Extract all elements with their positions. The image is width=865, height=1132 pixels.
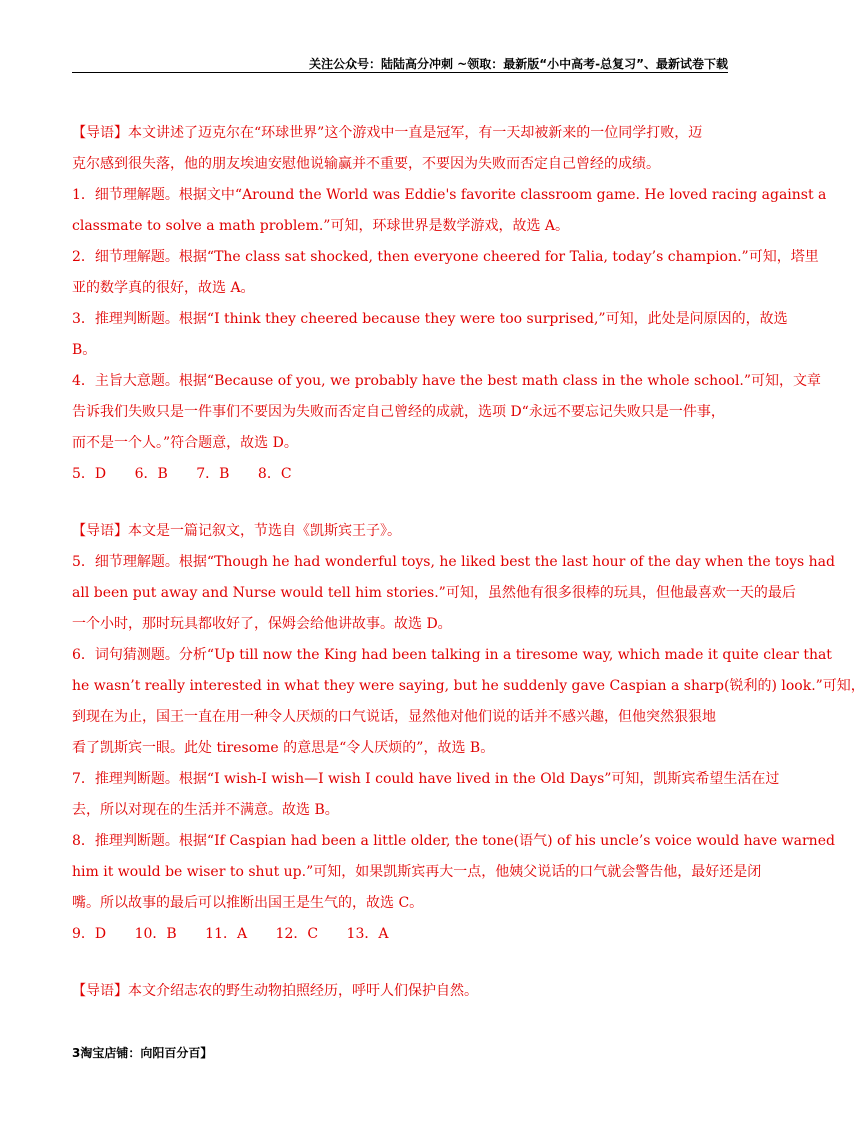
- text-line: 8．推理判断题。根据“If Caspian had been a little older, the tone(语气) of his uncle’s voice would have warned: [72, 833, 835, 849]
- section-gap: [72, 950, 728, 976]
- answer-item: 13．A: [346, 926, 389, 942]
- text-line: 2．细节理解题。根据“The class sat shocked, then everyone cheered for Talia, today’s champion.”可知，塔里: [72, 249, 819, 265]
- answer-item: 10．B: [134, 926, 177, 942]
- section-2: [72, 516, 865, 950]
- answer-item: 5．D: [72, 466, 107, 482]
- text-line: classmate to solve a math problem.”可知，环球世界是数学游戏，故选 A。: [72, 218, 570, 234]
- answer-item: 11．A: [205, 926, 248, 942]
- text-line: 【导语】本文介绍志农的野生动物拍照经历，呼吁人们保护自然。: [72, 983, 478, 999]
- text-line: 4．主旨大意题。根据“Because of you, we probably have the best math class in the whole school.”可知，文章: [72, 373, 822, 389]
- text-line: he wasn’t really interested in what they were saying, but he suddenly gave Caspian a sharp(锐利的) look.”可知，: [72, 678, 865, 694]
- answer-item: 6．B: [134, 466, 168, 482]
- answer-item: 7．B: [196, 466, 230, 482]
- text-line: 去，所以对现在的生活并不满意。故选 B。: [72, 802, 339, 818]
- answer-item: 12．C: [275, 926, 319, 942]
- text-line: 看了凯斯宾一眼。此处 tiresome 的意思是“令人厌烦的”，故选 B。: [72, 740, 495, 756]
- text-line: 【导语】本文讲述了迈克尔在“环球世界”这个游戏中一直是冠军，有一天却被新来的一位同学打败，迈: [72, 125, 703, 141]
- answer-item: 9．D: [72, 926, 107, 942]
- text-line: 而不是一个人。”符合题意，故选 D。: [72, 435, 298, 451]
- text-line: all been put away and Nurse would tell him stories.”可知，虽然他有很多很棒的玩具，但他最喜欢一天的最后: [72, 585, 796, 601]
- header-text: 关注公众号：陆陆高分冲刺 ~领取：最新版“小中高考-总复习”、最新试卷下载: [309, 57, 728, 71]
- text-line: 嘴。所以故事的最后可以推断出国王是生气的，故选 C。: [72, 895, 424, 911]
- text-line: 亚的数学真的很好，故选 A。: [72, 280, 255, 296]
- section-3: [72, 976, 728, 1007]
- text-line: 【导语】本文是一篇记叙文，节选自《凯斯宾王子》。: [72, 523, 401, 539]
- page-footer: 3淘宝店铺：向阳百分百】: [72, 1046, 213, 1060]
- text-line: 7．推理判断题。根据“I wish-I wish—I wish I could have lived in the Old Days”可知，凯斯宾希望生活在过: [72, 771, 780, 787]
- text-line: B。: [72, 342, 97, 358]
- text-line: 6．词句猜测题。分析“Up till now the King had been talking in a tiresome way, which made it quite clear that: [72, 647, 832, 663]
- section-1: [72, 118, 827, 490]
- text-line: 告诉我们失败只是一件事们不要因为失败而否定自己曾经的成就，选项 D“永远不要忘记失败只是一件事，: [72, 404, 725, 420]
- answer-item: 8．C: [257, 466, 292, 482]
- answer-row: [72, 459, 728, 490]
- header-divider: [72, 72, 728, 73]
- text-line: 3．推理判断题。根据“I think they cheered because they were too surprised,”可知，此处是问原因的，故选: [72, 311, 788, 327]
- section-gap: [72, 490, 728, 516]
- text-line: 到现在为止，国王一直在用一种令人厌烦的口气说话，显然他对他们说的话并不感兴趣，但他突然狠狠地: [72, 709, 716, 725]
- text-line: him it would be wiser to shut up.”可知，如果凯斯宾再大一点，他姨父说话的口气就会警告他，最好还是闭: [72, 864, 762, 880]
- text-line: 克尔感到很失落，他的朋友埃迪安慰他说输赢并不重要，不要因为失败而否定自己曾经的成绩。: [72, 156, 660, 172]
- text-line: 5．细节理解题。根据“Though he had wonderful toys, he liked best the last hour of the day when the toys had: [72, 554, 835, 570]
- document-body: [72, 118, 865, 1007]
- answer-row: [72, 919, 728, 950]
- page-header: [0, 0, 800, 80]
- text-line: 一个小时，那时玩具都收好了，保姆会给他讲故事。故选 D。: [72, 616, 452, 632]
- text-line: 1．细节理解题。根据文中“Around the World was Eddie's favorite classroom game. He loved racing against a: [72, 187, 827, 203]
